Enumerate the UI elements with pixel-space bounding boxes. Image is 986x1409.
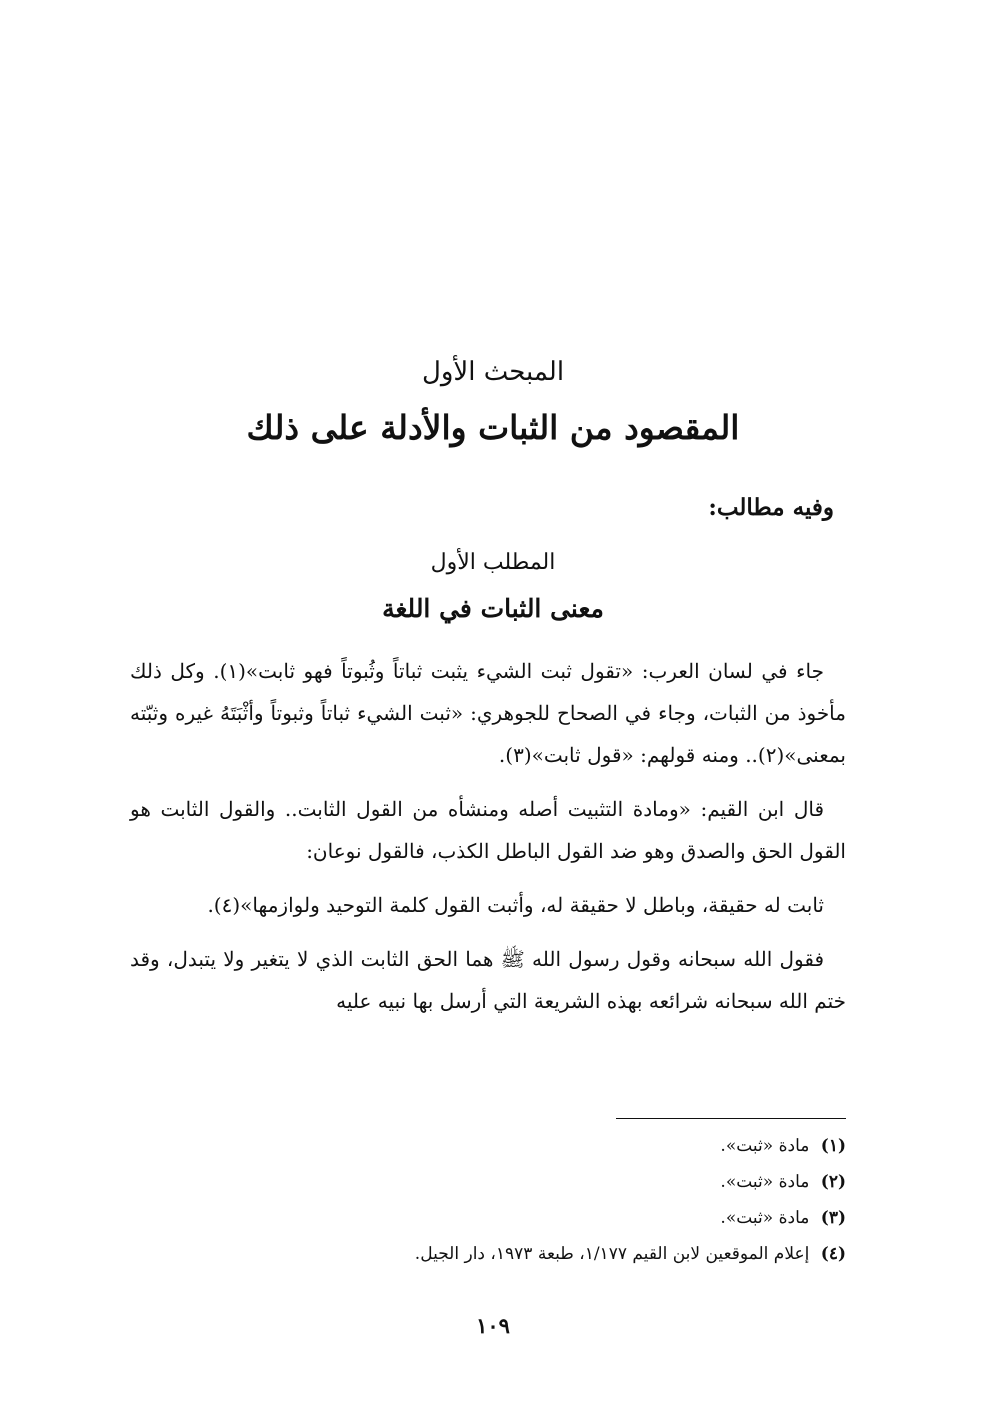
paragraph-3: ثابت له حقيقة، وباطل لا حقيقة له، وأثبت القول كلمة التوحيد ولوازمها»(٤). [207, 893, 824, 917]
footnote-text: إعلام الموقعين لابن القيم ١/١٧٧، طبعة ١٩٧٣، دار الجيل. [414, 1244, 810, 1264]
footnote-number: (٤) [820, 1244, 846, 1264]
paragraph-1: جاء في لسان العرب: «تقول ثبت الشيء يثبت ثباتاً وثُبوتاً فهو ثابت»(١). وكل ذلك مأخوذ من الثبات، وجاء في الصحاح للجوهري: «ثبت الشيء ثباتاً وثبوتاً وأثْبَتَهُ غيره وثبّته بمعنى»(٢).. ومنه قولهم: «قول ثابت»(٣). [130, 659, 846, 767]
section-title: معنى الثبات في اللغة [382, 594, 604, 623]
chapter-title: المقصود من الثبات والأدلة على ذلك [246, 408, 740, 447]
footnote-number: (٢) [820, 1172, 846, 1192]
footnote-4 [130, 1236, 846, 1272]
footnote-text: مادة «ثبت». [720, 1208, 810, 1228]
paragraph-2: قال ابن القيم: «ومادة التثبيت أصله ومنشأه من القول الثابت.. والقول الثابت هو القول الحق والصدق وهو ضد القول الباطل الكذب، فالقول نوعان: [130, 797, 846, 863]
footnote-divider [616, 1118, 846, 1119]
intro-line: وفيه مطالب: [708, 494, 834, 521]
paragraph-4: فقول الله سبحانه وقول رسول الله ﷺ هما الحق الثابت الذي لا يتغير ولا يتبدل، وقد ختم الله سبحانه شرائعه بهذه الشريعة التي أرسل بها نبيه عليه [130, 947, 846, 1013]
footnote-2 [130, 1164, 846, 1200]
footnote-number: (٣) [820, 1208, 846, 1228]
footnotes [130, 1128, 846, 1272]
section-label: المطلب الأول [430, 550, 556, 575]
footnote-3 [130, 1200, 846, 1236]
page-number: ١٠٩ [476, 1313, 510, 1338]
body-text [130, 650, 846, 1034]
footnote-text: مادة «ثبت». [720, 1172, 810, 1192]
chapter-label: المبحث الأول [421, 357, 565, 387]
footnote-number: (١) [820, 1136, 846, 1156]
footnote-1 [130, 1128, 846, 1164]
footnote-text: مادة «ثبت». [720, 1136, 810, 1156]
